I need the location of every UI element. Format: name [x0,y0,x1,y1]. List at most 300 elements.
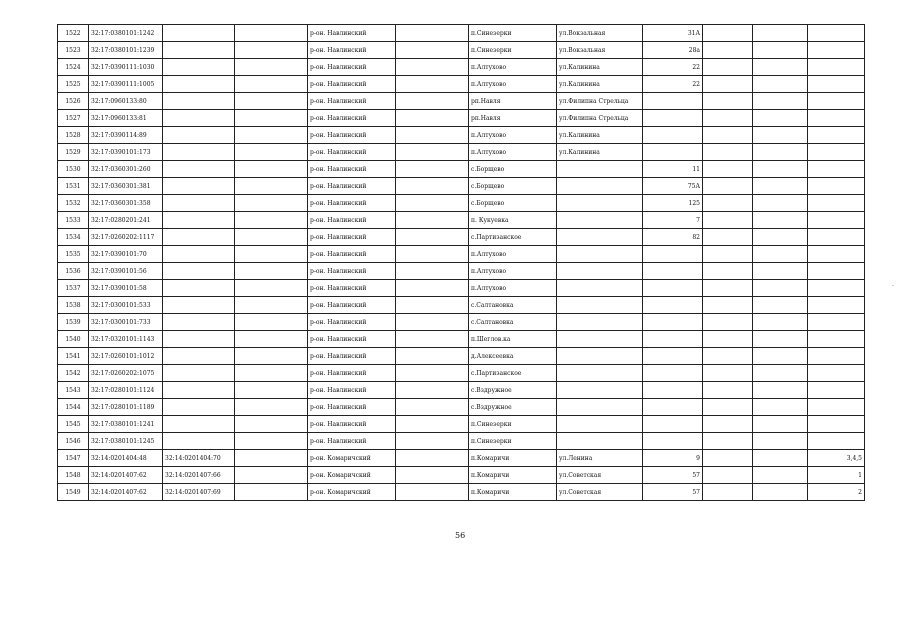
house-number-cell [643,365,703,382]
street-cell [557,365,643,382]
register-sheet [57,24,865,501]
extra-cell-3-cell [703,110,753,127]
note-cell [808,42,865,59]
cadastral-number-2-cell [163,433,235,450]
extra-cell-2-cell [396,297,469,314]
table-row [58,348,865,365]
row-number-cell: 1543 [58,382,89,399]
extra-cell-3-cell [703,93,753,110]
page-number: 56 [455,531,466,540]
property-register-table [57,24,865,501]
district-cell: р-он. Навлинский [308,382,396,399]
district-cell: р-он. Навлинский [308,365,396,382]
note-cell [808,416,865,433]
row-number-cell: 1522 [58,25,89,42]
row-number-cell: 1549 [58,484,89,501]
table-row [58,314,865,331]
district-cell: р-он. Навлинский [308,331,396,348]
table-row [58,450,865,467]
note-cell [808,229,865,246]
settlement-cell: п.Алтухово [469,280,557,297]
extra-cell-cell [235,484,308,501]
extra-cell-cell [235,229,308,246]
settlement-cell: с.Партизанское [469,229,557,246]
settlement-cell: с.Партизанское [469,365,557,382]
extra-cell-2-cell [396,314,469,331]
extra-cell-2-cell [396,42,469,59]
extra-cell-2-cell [396,348,469,365]
extra-cell-2-cell [396,59,469,76]
row-number-cell: 1548 [58,467,89,484]
extra-cell-4-cell [753,59,808,76]
extra-cell-cell [235,450,308,467]
cadastral-number-cell: 32:17:0390111:1030 [89,59,163,76]
table-row [58,467,865,484]
extra-cell-4-cell [753,450,808,467]
note-cell [808,399,865,416]
house-number-cell [643,416,703,433]
extra-cell-4-cell [753,144,808,161]
district-cell: р-он. Навлинский [308,59,396,76]
extra-cell-3-cell [703,467,753,484]
district-cell: р-он. Навлинский [308,433,396,450]
note-cell [808,127,865,144]
cadastral-number-cell: 32:17:0380101:1242 [89,25,163,42]
row-number-cell: 1537 [58,280,89,297]
cadastral-number-cell: 32:17:0390114:89 [89,127,163,144]
house-number-cell: 125 [643,195,703,212]
house-number-cell [643,93,703,110]
cadastral-number-2-cell [163,280,235,297]
settlement-cell: п.Комаричи [469,450,557,467]
extra-cell-cell [235,161,308,178]
extra-cell-cell [235,110,308,127]
cadastral-number-cell: 32:14:0201407:62 [89,484,163,501]
house-number-cell [643,110,703,127]
row-number-cell: 1538 [58,297,89,314]
table-row [58,93,865,110]
extra-cell-3-cell [703,263,753,280]
row-number-cell: 1526 [58,93,89,110]
cadastral-number-2-cell [163,365,235,382]
extra-cell-cell [235,59,308,76]
house-number-cell: 22 [643,59,703,76]
cadastral-number-2-cell [163,229,235,246]
street-cell [557,297,643,314]
cadastral-number-2-cell [163,161,235,178]
street-cell [557,348,643,365]
house-number-cell: 9 [643,450,703,467]
extra-cell-3-cell [703,178,753,195]
district-cell: р-он. Навлинский [308,280,396,297]
extra-cell-3-cell [703,365,753,382]
extra-cell-2-cell [396,76,469,93]
house-number-cell [643,348,703,365]
table-row [58,331,865,348]
settlement-cell: рп.Навля [469,110,557,127]
row-number-cell: 1544 [58,399,89,416]
settlement-cell: рп.Навля [469,93,557,110]
table-row [58,416,865,433]
street-cell [557,433,643,450]
row-number-cell: 1533 [58,212,89,229]
note-cell [808,382,865,399]
cadastral-number-2-cell [163,416,235,433]
settlement-cell: п. Кукуевка [469,212,557,229]
cadastral-number-cell: 32:17:0360301:260 [89,161,163,178]
house-number-cell [643,127,703,144]
row-number-cell: 1539 [58,314,89,331]
street-cell: ул.Вокзальная [557,42,643,59]
house-number-cell [643,280,703,297]
table-row [58,484,865,501]
street-cell: ул.Советская [557,467,643,484]
street-cell [557,314,643,331]
extra-cell-cell [235,144,308,161]
row-number-cell: 1527 [58,110,89,127]
settlement-cell: п.Комаричи [469,467,557,484]
street-cell [557,195,643,212]
street-cell: ул.Калинина [557,59,643,76]
street-cell: ул.Калинина [557,127,643,144]
extra-cell-2-cell [396,178,469,195]
settlement-cell: п.Алтухово [469,263,557,280]
extra-cell-4-cell [753,76,808,93]
cadastral-number-cell: 32:17:0280201:241 [89,212,163,229]
extra-cell-3-cell [703,127,753,144]
extra-cell-2-cell [396,161,469,178]
settlement-cell: п.Алтухово [469,144,557,161]
district-cell: р-он. Навлинский [308,212,396,229]
extra-cell-4-cell [753,331,808,348]
extra-cell-4-cell [753,314,808,331]
settlement-cell: п.Синезерки [469,416,557,433]
cadastral-number-cell: 32:17:0360301:358 [89,195,163,212]
street-cell: ул.Филипна Стрельца [557,110,643,127]
house-number-cell: 57 [643,484,703,501]
extra-cell-3-cell [703,297,753,314]
extra-cell-4-cell [753,365,808,382]
note-cell [808,348,865,365]
house-number-cell: 31А [643,25,703,42]
extra-cell-4-cell [753,42,808,59]
table-row [58,42,865,59]
extra-cell-3-cell [703,280,753,297]
extra-cell-2-cell [396,484,469,501]
extra-cell-cell [235,467,308,484]
extra-cell-cell [235,212,308,229]
note-cell: 3,4,5 [808,450,865,467]
row-number-cell: 1523 [58,42,89,59]
note-cell [808,144,865,161]
house-number-cell [643,297,703,314]
district-cell: р-он. Навлинский [308,127,396,144]
extra-cell-cell [235,263,308,280]
cadastral-number-2-cell [163,42,235,59]
extra-cell-2-cell [396,365,469,382]
note-cell [808,195,865,212]
settlement-cell: п.Синезерки [469,25,557,42]
extra-cell-4-cell [753,433,808,450]
extra-cell-cell [235,25,308,42]
cadastral-number-cell: 32:14:0201407:62 [89,467,163,484]
extra-cell-cell [235,297,308,314]
table-row [58,297,865,314]
extra-cell-4-cell [753,93,808,110]
note-cell [808,246,865,263]
extra-cell-cell [235,195,308,212]
cadastral-number-cell: 32:17:0390111:1005 [89,76,163,93]
cadastral-number-cell: 32:14:0201404:48 [89,450,163,467]
note-cell [808,365,865,382]
cadastral-number-cell: 32:17:0390101:56 [89,263,163,280]
district-cell: р-он. Комаричский [308,484,396,501]
table-row [58,263,865,280]
street-cell [557,331,643,348]
district-cell: р-он. Навлинский [308,246,396,263]
cadastral-number-2-cell [163,93,235,110]
scan-speck: · [892,283,894,290]
note-cell [808,433,865,450]
row-number-cell: 1547 [58,450,89,467]
district-cell: р-он. Комаричский [308,450,396,467]
table-row [58,382,865,399]
settlement-cell: с.Борщево [469,161,557,178]
cadastral-number-cell: 32:17:0380101:1245 [89,433,163,450]
extra-cell-3-cell [703,433,753,450]
extra-cell-3-cell [703,382,753,399]
extra-cell-2-cell [396,229,469,246]
extra-cell-4-cell [753,127,808,144]
table-row [58,433,865,450]
cadastral-number-2-cell [163,348,235,365]
district-cell: р-он. Навлинский [308,229,396,246]
row-number-cell: 1535 [58,246,89,263]
extra-cell-4-cell [753,212,808,229]
district-cell: р-он. Навлинский [308,195,396,212]
cadastral-number-cell: 32:17:0300101:733 [89,314,163,331]
street-cell: ул.Советская [557,484,643,501]
cadastral-number-2-cell [163,246,235,263]
settlement-cell: п.Синезерки [469,433,557,450]
table-row [58,59,865,76]
cadastral-number-2-cell [163,76,235,93]
cadastral-number-2-cell [163,382,235,399]
settlement-cell: с.Борщево [469,178,557,195]
extra-cell-2-cell [396,416,469,433]
extra-cell-2-cell [396,246,469,263]
street-cell: ул.Филипна Стрельца [557,93,643,110]
district-cell: р-он. Навлинский [308,161,396,178]
cadastral-number-cell: 32:17:0260101:1012 [89,348,163,365]
settlement-cell: с.Салтановка [469,314,557,331]
settlement-cell: п.Шеглов.ка [469,331,557,348]
note-cell [808,263,865,280]
district-cell: р-он. Навлинский [308,348,396,365]
extra-cell-4-cell [753,280,808,297]
district-cell: р-он. Навлинский [308,25,396,42]
table-row [58,229,865,246]
row-number-cell: 1530 [58,161,89,178]
district-cell: р-он. Навлинский [308,399,396,416]
house-number-cell: 57 [643,467,703,484]
street-cell [557,178,643,195]
note-cell [808,331,865,348]
extra-cell-4-cell [753,178,808,195]
extra-cell-3-cell [703,484,753,501]
extra-cell-4-cell [753,348,808,365]
row-number-cell: 1534 [58,229,89,246]
extra-cell-2-cell [396,263,469,280]
district-cell: р-он. Навлинский [308,263,396,280]
extra-cell-4-cell [753,467,808,484]
note-cell [808,161,865,178]
cadastral-number-cell: 32:17:0260202:1075 [89,365,163,382]
cadastral-number-2-cell [163,144,235,161]
cadastral-number-cell: 32:17:0960133:81 [89,110,163,127]
row-number-cell: 1542 [58,365,89,382]
house-number-cell: 75А [643,178,703,195]
extra-cell-3-cell [703,42,753,59]
extra-cell-4-cell [753,110,808,127]
house-number-cell: 11 [643,161,703,178]
extra-cell-3-cell [703,399,753,416]
extra-cell-cell [235,331,308,348]
cadastral-number-2-cell [163,110,235,127]
extra-cell-3-cell [703,59,753,76]
cadastral-number-cell: 32:17:0300101:533 [89,297,163,314]
table-row [58,127,865,144]
extra-cell-4-cell [753,195,808,212]
extra-cell-2-cell [396,331,469,348]
district-cell: р-он. Навлинский [308,178,396,195]
extra-cell-cell [235,76,308,93]
street-cell [557,212,643,229]
settlement-cell: с.Салтановка [469,297,557,314]
street-cell: ул.Вокзальная [557,25,643,42]
note-cell [808,178,865,195]
extra-cell-cell [235,127,308,144]
cadastral-number-2-cell [163,314,235,331]
district-cell: р-он. Навлинский [308,42,396,59]
extra-cell-2-cell [396,110,469,127]
row-number-cell: 1541 [58,348,89,365]
extra-cell-2-cell [396,399,469,416]
extra-cell-3-cell [703,246,753,263]
cadastral-number-2-cell: 32:14:0201407:66 [163,467,235,484]
cadastral-number-2-cell [163,195,235,212]
cadastral-number-cell: 32:17:0280101:1189 [89,399,163,416]
extra-cell-cell [235,399,308,416]
table-row [58,212,865,229]
street-cell: ул.Калинина [557,144,643,161]
table-row [58,25,865,42]
extra-cell-cell [235,433,308,450]
extra-cell-3-cell [703,348,753,365]
house-number-cell [643,263,703,280]
extra-cell-4-cell [753,161,808,178]
cadastral-number-2-cell: 32:14:0201404:70 [163,450,235,467]
table-row [58,280,865,297]
extra-cell-3-cell [703,144,753,161]
street-cell [557,161,643,178]
extra-cell-cell [235,42,308,59]
extra-cell-cell [235,178,308,195]
table-row [58,161,865,178]
extra-cell-2-cell [396,433,469,450]
cadastral-number-cell: 32:17:0260202:1117 [89,229,163,246]
extra-cell-cell [235,246,308,263]
note-cell [808,76,865,93]
extra-cell-2-cell [396,280,469,297]
settlement-cell: п.Комаричи [469,484,557,501]
extra-cell-4-cell [753,382,808,399]
extra-cell-2-cell [396,144,469,161]
table-row [58,246,865,263]
row-number-cell: 1532 [58,195,89,212]
house-number-cell [643,382,703,399]
table-row [58,144,865,161]
cadastral-number-cell: 32:17:0280101:1124 [89,382,163,399]
extra-cell-3-cell [703,212,753,229]
street-cell [557,229,643,246]
extra-cell-3-cell [703,450,753,467]
house-number-cell [643,144,703,161]
table-row [58,178,865,195]
house-number-cell: 28а [643,42,703,59]
house-number-cell [643,246,703,263]
extra-cell-2-cell [396,127,469,144]
extra-cell-2-cell [396,212,469,229]
table-body [58,25,865,501]
row-number-cell: 1545 [58,416,89,433]
cadastral-number-2-cell: 32:14:0201407:69 [163,484,235,501]
house-number-cell: 7 [643,212,703,229]
extra-cell-3-cell [703,161,753,178]
extra-cell-2-cell [396,25,469,42]
street-cell [557,280,643,297]
extra-cell-3-cell [703,331,753,348]
settlement-cell: п.Алтухово [469,127,557,144]
district-cell: р-он. Навлинский [308,93,396,110]
note-cell [808,110,865,127]
house-number-cell [643,331,703,348]
settlement-cell: д.Алексеевка [469,348,557,365]
row-number-cell: 1536 [58,263,89,280]
street-cell [557,246,643,263]
street-cell [557,382,643,399]
street-cell: ул.Ленина [557,450,643,467]
street-cell [557,416,643,433]
extra-cell-3-cell [703,76,753,93]
row-number-cell: 1531 [58,178,89,195]
note-cell [808,25,865,42]
district-cell: р-он. Навлинский [308,297,396,314]
house-number-cell [643,314,703,331]
district-cell: р-он. Навлинский [308,144,396,161]
district-cell: р-он. Навлинский [308,110,396,127]
cadastral-number-2-cell [163,25,235,42]
district-cell: р-он. Навлинский [308,76,396,93]
district-cell: р-он. Навлинский [308,416,396,433]
extra-cell-3-cell [703,314,753,331]
cadastral-number-cell: 32:17:0960133:80 [89,93,163,110]
extra-cell-cell [235,365,308,382]
extra-cell-4-cell [753,416,808,433]
extra-cell-4-cell [753,25,808,42]
extra-cell-3-cell [703,195,753,212]
settlement-cell: п.Алтухово [469,76,557,93]
